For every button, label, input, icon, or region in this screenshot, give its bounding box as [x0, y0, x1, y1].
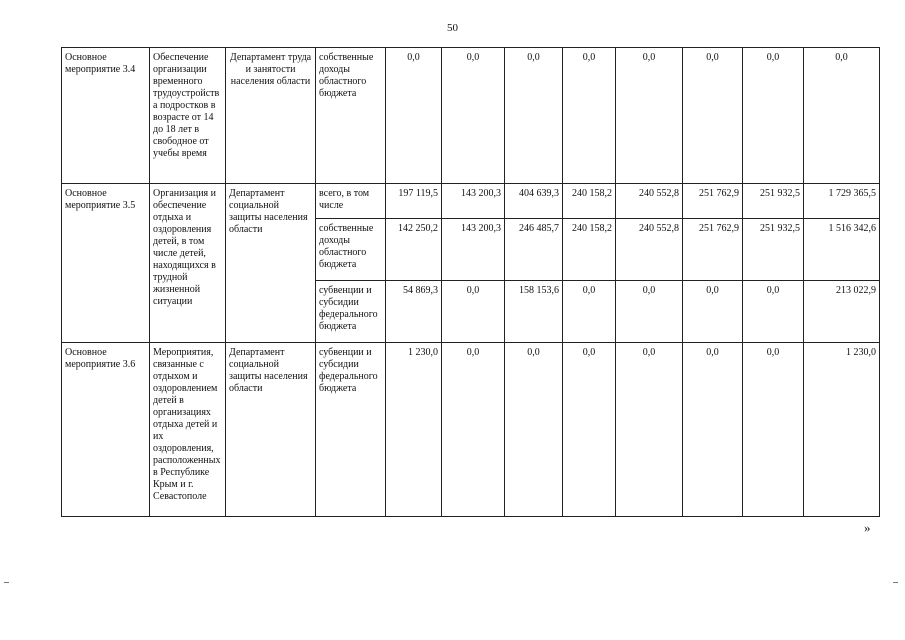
value-cell: 240 158,2: [563, 219, 616, 281]
budget-table: [61, 47, 880, 517]
value-cell: 0,0: [743, 343, 804, 517]
executor-cell: Департамент социальной защиты населения области: [226, 343, 316, 517]
value-cell: 1 230,0: [386, 343, 442, 517]
value-cell: 0,0: [505, 48, 563, 184]
value-cell: 251 932,5: [743, 184, 804, 219]
funding-source-cell: субвенции и субсидии федерального бюджета: [316, 281, 386, 343]
value-cell: 0,0: [563, 48, 616, 184]
value-cell: 0,0: [616, 281, 683, 343]
value-cell: 251 762,9: [683, 184, 743, 219]
value-cell: 197 119,5: [386, 184, 442, 219]
value-cell: 240 158,2: [563, 184, 616, 219]
funding-source-cell: субвенции и субсидии федерального бюджета: [316, 343, 386, 517]
event-cell: Основное мероприятие 3.6: [62, 343, 150, 517]
value-cell: 143 200,3: [442, 184, 505, 219]
funding-source-cell: всего, в том числе: [316, 184, 386, 219]
executor-cell: Департамент труда и занятости населения области: [226, 48, 316, 184]
executor-cell: Департамент социальной защиты населения области: [226, 184, 316, 343]
scan-edge-mark: [4, 582, 9, 583]
description-cell: Обеспечение организации временного трудоустройства подростков в возрасте от 14 до 18 лет в свободное от учебы время: [150, 48, 226, 184]
scan-edge-mark: [893, 582, 898, 583]
value-cell: 0,0: [442, 48, 505, 184]
value-cell: 0,0: [563, 281, 616, 343]
value-cell: 0,0: [743, 281, 804, 343]
value-cell: 143 200,3: [442, 219, 505, 281]
funding-source-cell: собственные доходы областного бюджета: [316, 48, 386, 184]
value-cell: 0,0: [683, 48, 743, 184]
event-cell: Основное мероприятие 3.4: [62, 48, 150, 184]
page-number: 50: [447, 22, 458, 34]
description-cell: Мероприятия, связанные с отдыхом и оздоровлением детей в организациях отдыха детей и их оздоровления, расположенных в Республике Крым и г. Севастополе: [150, 343, 226, 517]
value-cell: 404 639,3: [505, 184, 563, 219]
value-cell: 0,0: [616, 343, 683, 517]
continuation-mark: »: [864, 520, 871, 535]
value-cell: 0,0: [683, 343, 743, 517]
value-cell: 0,0: [804, 48, 880, 184]
table-row: [62, 343, 880, 517]
description-cell: Организация и обеспечение отдыха и оздоровления детей, в том числе детей, находящихся в трудной жизненной ситуации: [150, 184, 226, 343]
value-cell: 1 516 342,6: [804, 219, 880, 281]
value-cell: 0,0: [563, 343, 616, 517]
value-cell: 142 250,2: [386, 219, 442, 281]
value-cell: 0,0: [442, 343, 505, 517]
value-cell: 246 485,7: [505, 219, 563, 281]
event-cell: Основное мероприятие 3.5: [62, 184, 150, 343]
funding-source-cell: собственные доходы областного бюджета: [316, 219, 386, 281]
value-cell: 0,0: [505, 343, 563, 517]
value-cell: 0,0: [683, 281, 743, 343]
value-cell: 158 153,6: [505, 281, 563, 343]
value-cell: 1 729 365,5: [804, 184, 880, 219]
value-cell: 0,0: [616, 48, 683, 184]
value-cell: 0,0: [386, 48, 442, 184]
value-cell: 240 552,8: [616, 219, 683, 281]
value-cell: 251 762,9: [683, 219, 743, 281]
value-cell: 213 022,9: [804, 281, 880, 343]
value-cell: 1 230,0: [804, 343, 880, 517]
value-cell: 0,0: [442, 281, 505, 343]
table-row: [62, 184, 880, 219]
value-cell: 240 552,8: [616, 184, 683, 219]
value-cell: 54 869,3: [386, 281, 442, 343]
value-cell: 0,0: [743, 48, 804, 184]
value-cell: 251 932,5: [743, 219, 804, 281]
table-row: [62, 48, 880, 184]
